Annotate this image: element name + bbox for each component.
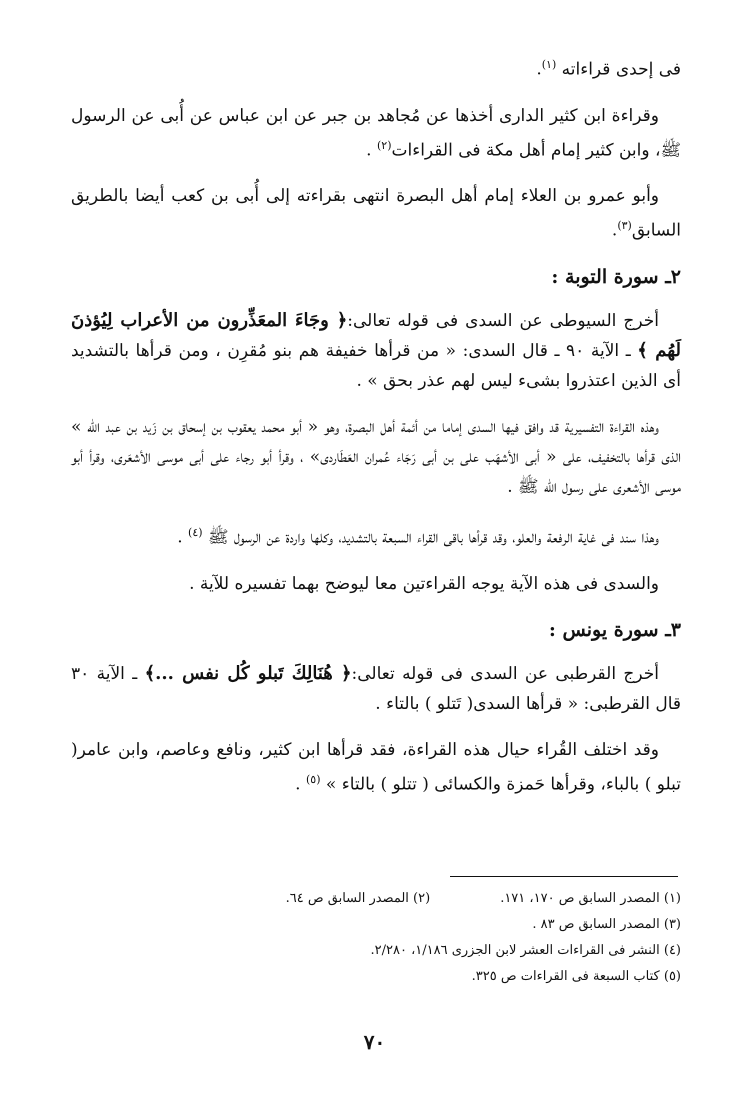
paragraph: وقراءة ابن كثير الدارى أخذها عن مُجاهد بن جبر عن ابن عباس عن أُبى عن الرسول ﷺ، وابن كثير إمام أهل مكة فى القراءات$^{(٢)}$ . [71,105,681,161]
paragraph: أخرج القرطبى عن السدى فى قوله تعالى:﴿ هُنَالِكَ تَبلو كُل نفس ...﴾ ـ الآية ٣٠ قال القرطبى: « قرأها السدى( تَتلو ) بالتاء . [71,662,681,714]
footnote-row [71,886,681,912]
quran-verse: ﴿ وجَاءَ المعَذِّرون من الأعراب لِيُؤذنَ لَهُم ﴾ [71,309,681,361]
section-heading: ٢ـ سورة التوبة : [551,265,681,288]
footnote: (٥) كتاب السبعة فى القراءات ص ٣٢٥. [471,969,681,984]
paragraph: والسدى فى هذه الآية يوجه القراءتين معا ليوضح بهما تفسيره للآية . [189,573,659,594]
paragraph: وهذه القراءة التفسيرية قد وافق فيها السدى إماما من أئمة أهل البصرة، وهو « أبو محمد يعقوب بن إسحاق بن زَيد بن عبد الله » الذى قرأها بالتخفيف، على « أبى الأشهَب على بن أبى رَجَاء عُمران العَطَاردى» ، وقرأ أبو رجاء على أبى موسى الأشعَرى، وقرأ أبو موسى الأشعرى على رسول الله ﷺ . [71,416,681,497]
footnote: (١) المصدر السابق ص ١٧٠، ١٧١. [500,891,681,906]
footnote-ref: (١) [541,58,557,71]
section-heading: ٣ـ سورة يونس : [548,618,681,641]
paragraph: وهذا سند فى غاية الرفعة والعلو، وقد قرأها باقى القراء السبعة بالتشديد، وكلها واردة عن الرسول ﷺ $^{(٤)}$ . [177,525,659,548]
paragraph: وأبو عمرو بن العلاء إمام أهل البصرة انتهى بقراءته إلى أُبى بن كعب أيضا بالطريق السابق$^{(٣)}$. [71,186,681,241]
page-number: ٧٠ [363,1030,386,1054]
footnote: (٤) النشر فى القراءات العشر لابن الجزرى ١/١٨٦، ٢/٢٨٠. [370,943,681,958]
main-text [71,50,681,815]
footnote-divider [450,876,678,877]
footnotes [71,886,681,990]
footnote: (٢) المصدر السابق ص ٦٤. [285,891,431,906]
footnote-ref: (٢) [376,138,392,152]
footnote-ref: (٤) [188,525,203,539]
footnote-ref: (٥) [305,772,321,786]
footnote-ref: (٣) [617,219,632,233]
paragraph: أخرج السيوطى عن السدى فى قوله تعالى:﴿ وجَاءَ المعَذِّرون من الأعراب لِيُؤذنَ لَهُم ﴾ ـ الآية ٩٠ ـ قال السدى: « من قرأها خفيفة هم بنو مُقرِن ، ومن قرأها بالتشديد أى الذين اعتذروا بشىء ليس لهم عذر بحق » . [71,309,681,391]
footnote: (٣) المصدر السابق ص ٨٣ . [532,917,681,932]
quran-verse: ﴿ هُنَالِكَ تَبلو كُل نفس ...﴾ [144,662,352,684]
paragraph: فى إحدى قراءاته $^{(١)}$. [536,58,681,80]
paragraph: وقد اختلف القُراء حيال هذه القراءة، فقد قرأها ابن كثير، ونافع وعاصم، وابن عامر( تبلو ) بالباء، وقرأها حَمزة والكسائى ( تتلو ) بالتاء » $^{(٥)}$ . [71,739,681,795]
